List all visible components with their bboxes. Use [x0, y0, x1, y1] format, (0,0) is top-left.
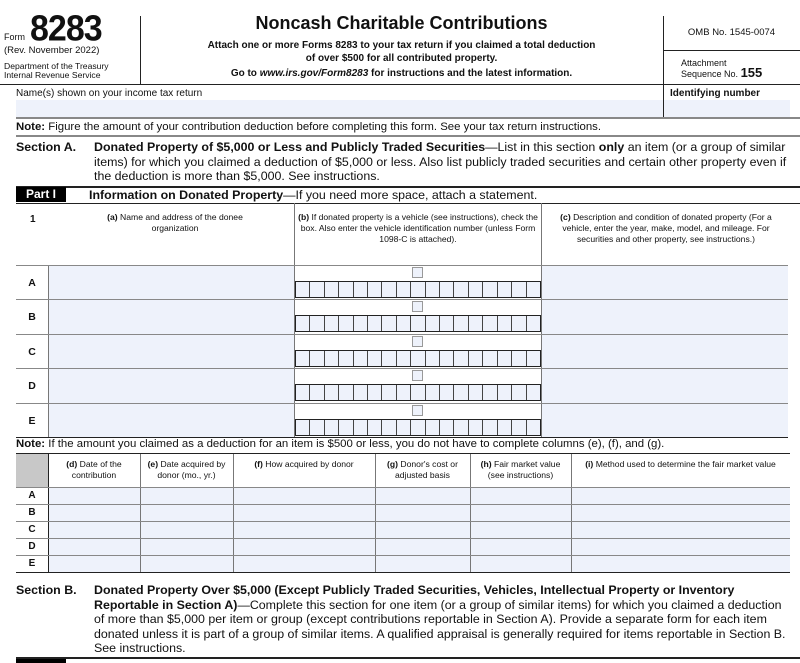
vin-char-box — [440, 316, 454, 331]
vin-char-box — [339, 351, 353, 366]
vin-char-box — [527, 385, 540, 400]
section-a-title: Donated Property of $5,000 or Less and Publicly Traded Securities — [94, 140, 486, 154]
part-2-badge — [16, 659, 66, 663]
row-label: E — [28, 558, 36, 569]
col-c-letter: (c) — [560, 212, 571, 222]
subtitle-line-1: Attach one or more Forms 8283 to your tax return if you claimed a total deduction — [207, 40, 596, 51]
instructions-link-line — [140, 68, 663, 79]
fmv-method-input[interactable] — [572, 556, 790, 572]
fmv-method-input[interactable] — [572, 539, 790, 555]
vin-char-box — [354, 316, 368, 331]
vin-char-box — [483, 316, 497, 331]
vin-char-box — [339, 316, 353, 331]
column-how-acquired-header — [235, 459, 373, 470]
vin-char-box — [411, 420, 425, 435]
vin-char-box — [454, 282, 468, 297]
donee-name-address-input[interactable] — [49, 404, 294, 437]
section-b-title: Donated Property Over $5,000 (Except Publicly Traded Securities, Vehicles, Intellectual Property or Inventory Reportable in Section A) — [94, 583, 735, 612]
how-acquired-input[interactable] — [234, 505, 375, 521]
vin-char-box — [325, 351, 339, 366]
vin-char-box — [296, 420, 310, 435]
how-acquired-input[interactable] — [234, 488, 375, 504]
col-letter: (e) — [147, 459, 159, 469]
vin-input[interactable] — [295, 281, 541, 298]
form-word: Form — [4, 32, 25, 42]
vin-char-box — [325, 385, 339, 400]
table2-corner-cell — [16, 454, 48, 487]
note-contribution-deduction — [16, 121, 601, 133]
vin-char-box — [498, 316, 512, 331]
row-label: A — [28, 490, 36, 501]
vin-char-box — [397, 420, 411, 435]
vin-char-box — [325, 420, 339, 435]
vin-char-box — [498, 282, 512, 297]
vin-char-box — [368, 385, 382, 400]
vin-char-box — [354, 282, 368, 297]
section-a-description — [94, 140, 794, 184]
vin-char-box — [411, 385, 425, 400]
part-1-subtitle: —If you need more space, attach a statement. — [283, 188, 538, 202]
col-letter: (h) — [480, 459, 492, 469]
vin-char-box — [397, 316, 411, 331]
fair-market-value-input[interactable] — [471, 488, 571, 504]
donee-name-address-input[interactable] — [49, 335, 294, 368]
sequence-label: Sequence No. — [681, 69, 739, 79]
vin-char-box — [440, 351, 454, 366]
vin-char-box — [527, 351, 540, 366]
section-a-text-1: —List in this section — [485, 140, 599, 154]
fair-market-value-input[interactable] — [471, 556, 571, 572]
fmv-method-input[interactable] — [572, 522, 790, 538]
vin-char-box — [440, 385, 454, 400]
department — [4, 62, 109, 80]
vin-char-box — [339, 420, 353, 435]
vin-char-box — [498, 351, 512, 366]
vin-char-box — [454, 316, 468, 331]
date-of-contribution-input[interactable] — [49, 539, 140, 555]
col-text: Method used to determine the fair market value — [593, 459, 776, 469]
form-subtitle — [140, 39, 663, 65]
column-fmv-method-header — [573, 459, 788, 470]
row-label: C — [28, 345, 36, 358]
vin-char-box — [527, 420, 540, 435]
property-description-input[interactable] — [542, 300, 788, 333]
vin-input[interactable] — [295, 315, 541, 332]
col-a-text: Name and address of the donee organization — [117, 212, 243, 233]
section-b-text: —Complete this section for one item (or a group of similar items) for which you claimed a deduction of more than $5,000 per item or group (except contributions reportable in Section A). Provide a separate form for each item donated unless it is part of a group of similar items. A qualified appraisal is generally required for items reportable in Section B. See instructions. — [94, 597, 786, 656]
vin-char-box — [527, 316, 540, 331]
section-a-only: only — [598, 140, 625, 154]
vin-char-box — [469, 385, 483, 400]
goto-prefix: Go to — [230, 68, 260, 79]
attachment-sequence — [681, 58, 762, 79]
col-letter: (f) — [254, 459, 263, 469]
section-a-label: Section A. — [16, 140, 77, 154]
vin-char-box — [397, 282, 411, 297]
vin-char-box — [325, 316, 339, 331]
col-a-letter: (a) — [107, 212, 118, 222]
vin-char-box — [512, 282, 526, 297]
section-a-text-2: an item (or a group of similar items) for which you claimed a deduction of $5,000 or less. Also list publicly traded securities and certain other property even if the deduction is more than $5,000. See instructions. — [94, 140, 787, 183]
donor-cost-input[interactable] — [376, 539, 470, 555]
donor-cost-input[interactable] — [376, 556, 470, 572]
vin-char-box — [512, 385, 526, 400]
subtitle-line-2: of over $500 for all contributed property. — [305, 53, 498, 64]
part-1-badge: Part I — [16, 187, 66, 202]
part-1-title-bold: Information on Donated Property — [89, 188, 284, 202]
form-revision: (Rev. November 2022) — [4, 45, 100, 56]
vin-char-box — [325, 282, 339, 297]
donee-name-address-input[interactable] — [49, 266, 294, 299]
vin-char-box — [368, 351, 382, 366]
vin-char-box — [483, 351, 497, 366]
vin-char-box — [382, 282, 396, 297]
col-letter: (i) — [585, 459, 594, 469]
irs-url-link[interactable]: www.irs.gov/Form8283 — [259, 68, 369, 79]
how-acquired-input[interactable] — [234, 522, 375, 538]
column-date-of-contribution-header — [50, 459, 138, 481]
col-text: Date of the contribution — [71, 459, 122, 480]
note1-bottom-rule — [16, 135, 800, 137]
vin-char-box — [498, 385, 512, 400]
vin-char-box — [469, 351, 483, 366]
vin-char-box — [426, 316, 440, 331]
col-letter: (g) — [387, 459, 399, 469]
property-description-input[interactable] — [542, 369, 788, 402]
col-text: Fair market value (see instructions) — [487, 459, 561, 480]
vin-input[interactable] — [295, 384, 541, 401]
identifying-number-label: Identifying number — [670, 88, 760, 99]
row-label: B — [28, 311, 36, 324]
vin-char-box — [454, 420, 468, 435]
date-acquired-input[interactable] — [141, 505, 233, 521]
section-b-description — [94, 583, 794, 656]
fair-market-value-input[interactable] — [471, 522, 571, 538]
donee-name-address-input[interactable] — [49, 369, 294, 402]
vin-char-box — [469, 316, 483, 331]
vin-char-box — [483, 385, 497, 400]
vin-char-box — [426, 351, 440, 366]
note-text: Figure the amount of your contribution deduction before completing this form. See your tax return instructions. — [45, 121, 602, 133]
column-b-header — [298, 212, 538, 245]
header-bottom-rule — [0, 84, 800, 85]
date-of-contribution-input[interactable] — [49, 505, 140, 521]
note2-label: Note: — [16, 438, 46, 450]
vin-char-box — [469, 420, 483, 435]
fair-market-value-input[interactable] — [471, 539, 571, 555]
part1-header-rule — [16, 203, 800, 204]
attachment-label: Attachment — [681, 58, 727, 68]
date-acquired-input[interactable] — [141, 539, 233, 555]
row-label: E — [28, 414, 36, 427]
column-a-header — [95, 212, 255, 234]
vin-char-box — [426, 282, 440, 297]
vin-char-box — [483, 282, 497, 297]
vehicle-checkbox[interactable] — [412, 336, 423, 347]
vin-input[interactable] — [295, 350, 541, 367]
vin-char-box — [382, 420, 396, 435]
table2-top-rule — [16, 453, 790, 454]
vin-char-box — [426, 385, 440, 400]
line-number-1: 1 — [30, 214, 36, 225]
property-description-input[interactable] — [542, 404, 788, 437]
fmv-method-input[interactable] — [572, 488, 790, 504]
vin-input[interactable] — [295, 419, 541, 436]
date-of-contribution-input[interactable] — [49, 522, 140, 538]
vin-char-box — [397, 385, 411, 400]
vin-char-box — [512, 351, 526, 366]
omb-number: OMB No. 1545-0074 — [687, 27, 776, 38]
vin-char-box — [411, 282, 425, 297]
form-number: 8283 — [30, 9, 102, 49]
vin-char-box — [469, 282, 483, 297]
goto-suffix: for instructions and the latest information. — [368, 68, 573, 79]
vin-char-box — [382, 385, 396, 400]
vin-char-box — [411, 316, 425, 331]
date-of-contribution-input[interactable] — [49, 556, 140, 572]
department-line-2: Internal Revenue Service — [4, 70, 101, 80]
vin-char-box — [368, 282, 382, 297]
property-description-input[interactable] — [542, 266, 788, 299]
vin-char-box — [296, 351, 310, 366]
form-title: Noncash Charitable Contributions — [255, 13, 548, 33]
col-letter: (d) — [66, 459, 78, 469]
vin-char-box — [339, 282, 353, 297]
vin-char-box — [310, 316, 324, 331]
fair-market-value-input[interactable] — [471, 505, 571, 521]
row-label: D — [28, 541, 36, 552]
donor-cost-input[interactable] — [376, 505, 470, 521]
vin-char-box — [440, 420, 454, 435]
vin-char-box — [354, 351, 368, 366]
column-fair-market-value-header — [472, 459, 569, 481]
vehicle-checkbox[interactable] — [412, 405, 423, 416]
names-input[interactable] — [16, 100, 663, 117]
part-1-title — [89, 188, 537, 202]
vin-char-box — [483, 420, 497, 435]
vin-char-box — [454, 385, 468, 400]
vin-char-box — [310, 385, 324, 400]
date-of-contribution-input[interactable] — [49, 488, 140, 504]
column-date-acquired-header — [142, 459, 231, 481]
col-text: Date acquired by donor (mo., yr.) — [157, 459, 226, 480]
how-acquired-input[interactable] — [234, 556, 375, 572]
vin-char-box — [512, 420, 526, 435]
vin-char-box — [512, 316, 526, 331]
vehicle-checkbox[interactable] — [412, 370, 423, 381]
donor-cost-input[interactable] — [376, 488, 470, 504]
col-text: Donor's cost or adjusted basis — [395, 459, 458, 480]
row-label: D — [28, 380, 36, 393]
table2-row-rule — [16, 572, 790, 573]
how-acquired-input[interactable] — [234, 539, 375, 555]
vin-char-box — [296, 385, 310, 400]
row-label: C — [28, 524, 36, 535]
section-b-label: Section B. — [16, 583, 77, 597]
fmv-method-input[interactable] — [572, 505, 790, 521]
vin-char-box — [296, 316, 310, 331]
column-c-header — [546, 212, 786, 245]
part2-top-rule — [16, 657, 800, 659]
vehicle-checkbox[interactable] — [412, 301, 423, 312]
vin-char-box — [310, 282, 324, 297]
row-label: A — [28, 277, 36, 289]
identifying-number-input[interactable] — [664, 100, 790, 117]
note-500-or-less — [16, 438, 664, 450]
names-label: Name(s) shown on your income tax return — [16, 88, 203, 99]
date-acquired-input[interactable] — [141, 556, 233, 572]
vin-char-box — [426, 420, 440, 435]
date-acquired-input[interactable] — [141, 522, 233, 538]
vin-char-box — [382, 351, 396, 366]
column-donor-cost-header — [377, 459, 468, 481]
col-b-text: If donated property is a vehicle (see instructions), check the box. Also enter the vehicle identification number (unless Form 1098-C is attached). — [300, 212, 538, 244]
vin-char-box — [368, 316, 382, 331]
col-b-letter: (b) — [298, 212, 310, 222]
sequence-number: 155 — [740, 65, 763, 80]
date-acquired-input[interactable] — [141, 488, 233, 504]
vin-char-box — [440, 282, 454, 297]
donor-cost-input[interactable] — [376, 522, 470, 538]
vehicle-checkbox[interactable] — [412, 267, 423, 278]
vin-char-box — [368, 420, 382, 435]
vin-char-box — [454, 351, 468, 366]
vin-char-box — [310, 420, 324, 435]
vin-char-box — [397, 351, 411, 366]
names-bottom-rule — [16, 117, 800, 119]
property-description-input[interactable] — [542, 335, 788, 368]
col-text: How acquired by donor — [262, 459, 354, 469]
note-label: Note: — [16, 121, 46, 133]
department-line-1: Department of the Treasury — [4, 61, 109, 71]
donee-name-address-input[interactable] — [49, 300, 294, 333]
vin-char-box — [411, 351, 425, 366]
vin-char-box — [498, 420, 512, 435]
col-c-text: Description and condition of donated property (For a vehicle, enter the year, make, model, and mileage. For securities and other property, see instructions.) — [562, 212, 772, 244]
row-label: B — [28, 507, 36, 518]
vin-char-box — [310, 351, 324, 366]
omb-divider — [663, 50, 800, 51]
vin-char-box — [296, 282, 310, 297]
vin-char-box — [339, 385, 353, 400]
vin-char-box — [354, 420, 368, 435]
vin-char-box — [354, 385, 368, 400]
vin-char-box — [527, 282, 540, 297]
vin-char-box — [382, 316, 396, 331]
note2-text: If the amount you claimed as a deduction for an item is $500 or less, you do not have to complete columns (e), (f), and (g). — [45, 438, 665, 450]
